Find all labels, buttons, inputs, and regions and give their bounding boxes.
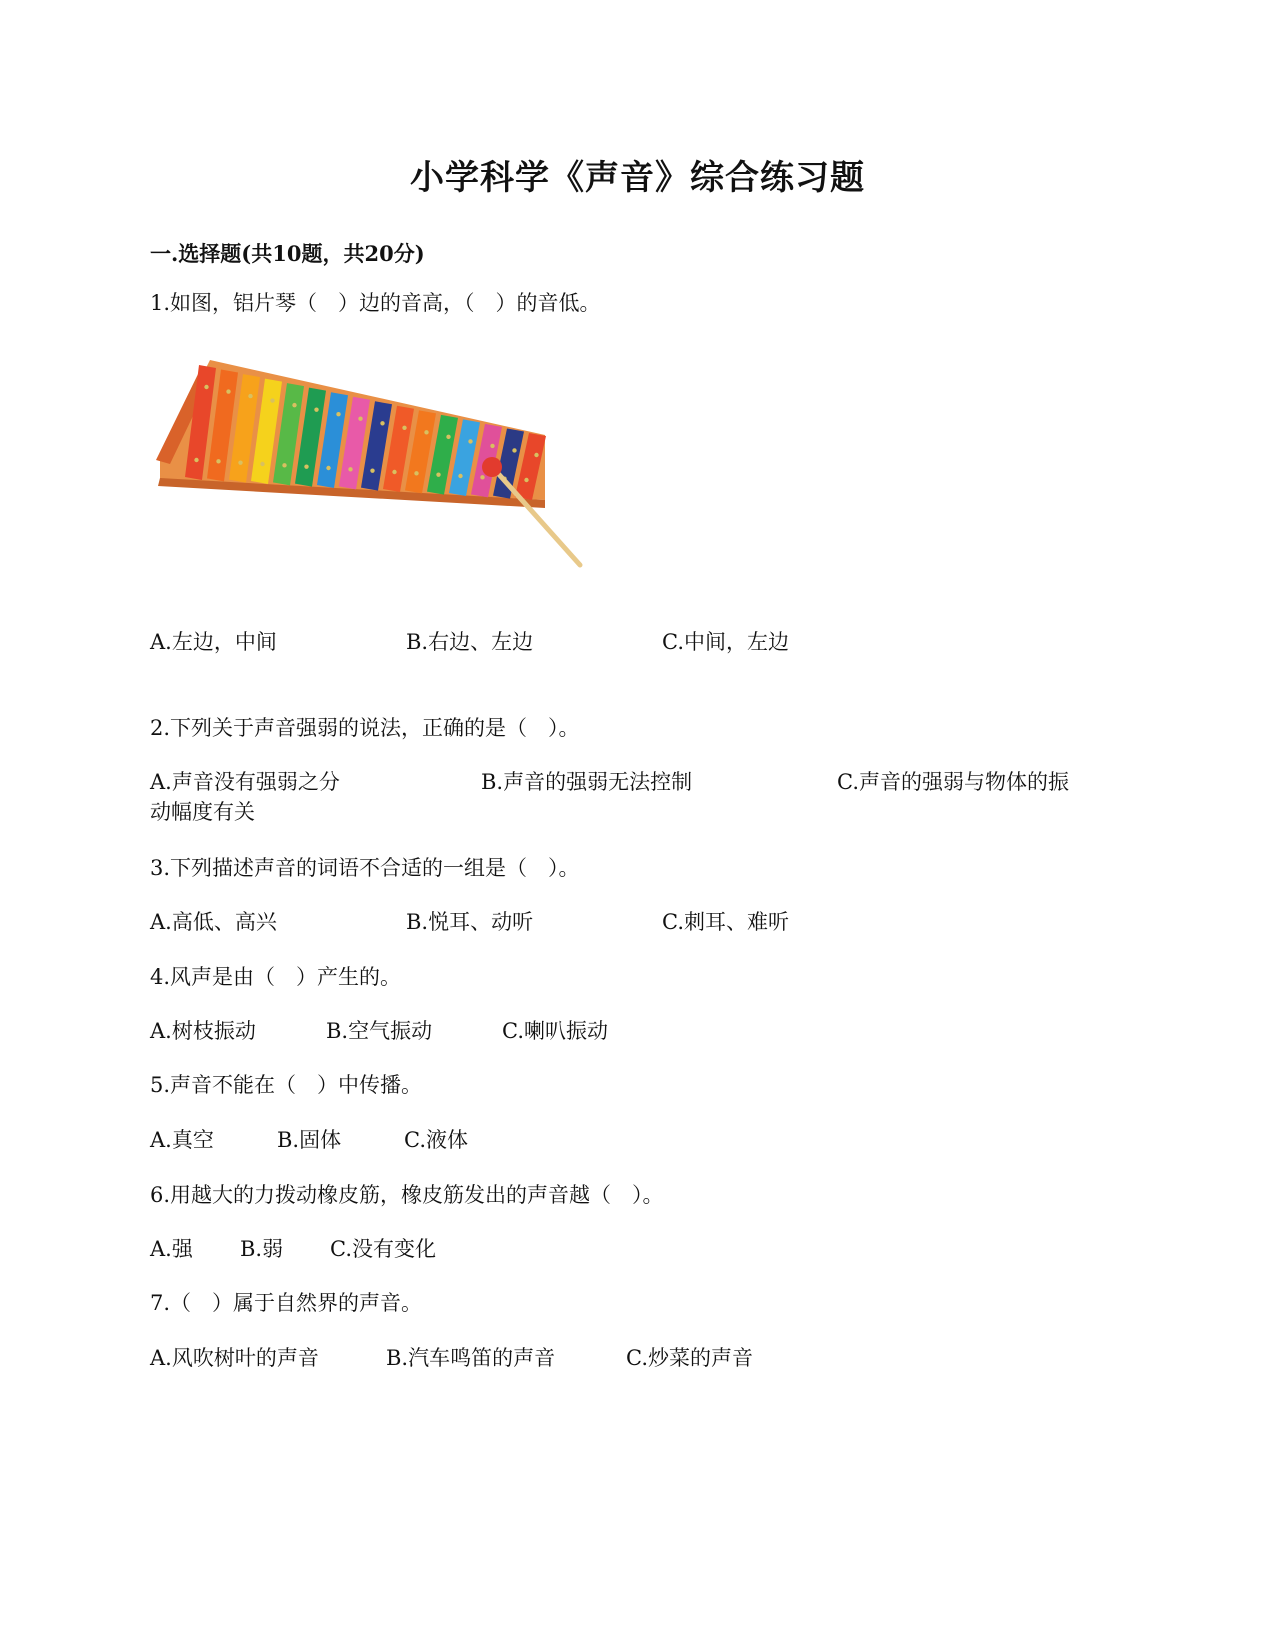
q7-option-b: B.汽车鸣笛的声音	[386, 1346, 556, 1370]
xylophone-rivet	[524, 478, 528, 482]
question-4-stem: 4.风声是由（ ）产生的。	[150, 965, 402, 989]
q5-option-b: B.固体	[277, 1128, 342, 1152]
q3-option-b: B.悦耳、动听	[406, 910, 534, 934]
xylophone-rivet	[204, 385, 208, 389]
xylophone-rivet	[326, 466, 330, 470]
q3-option-a: A.高低、高兴	[150, 910, 277, 934]
xylophone-rivet	[392, 470, 396, 474]
question-1-stem: 1.如图，铝片琴（ ）边的音高，（ ）的音低。	[150, 291, 601, 315]
q6-option-a: A.强	[150, 1237, 193, 1261]
q3-option-c: C.刺耳、难听	[662, 910, 789, 934]
xylophone-rivet	[436, 472, 440, 476]
q5-option-c: C.液体	[404, 1128, 468, 1152]
xylophone-rivet	[216, 459, 220, 463]
xylophone-rivet	[304, 464, 308, 468]
xylophone-rivet	[458, 474, 462, 478]
q7-option-c: C.炒菜的声音	[626, 1346, 753, 1370]
page-title: 小学科学《声音》综合练习题	[410, 158, 865, 198]
question-3-stem: 3.下列描述声音的词语不合适的一组是（ ）。	[150, 856, 580, 880]
xylophone-rivet	[270, 398, 274, 402]
question-5-stem: 5.声音不能在（ ）中传播。	[150, 1073, 423, 1097]
xylophone-rivet	[260, 462, 264, 466]
q2-option-c: C.声音的强弱与物体的振	[837, 770, 1069, 794]
xylophone-rivet	[402, 426, 406, 430]
q6-option-b: B.弱	[240, 1237, 284, 1261]
q2-option-c-continued: 动幅度有关	[150, 800, 255, 824]
question-7-stem: 7.（ ）属于自然界的声音。	[150, 1291, 423, 1315]
question-2-stem: 2.下列关于声音强弱的说法，正确的是（ ）。	[150, 716, 580, 740]
xylophone-rivet	[336, 412, 340, 416]
q2-option-a: A.声音没有强弱之分	[150, 770, 340, 794]
xylophone-rivet	[490, 444, 494, 448]
q5-option-a: A.真空	[150, 1128, 214, 1152]
xylophone-rivet	[226, 389, 230, 393]
q2-option-b: B.声音的强弱无法控制	[481, 770, 693, 794]
xylophone-rivet	[282, 463, 286, 467]
xylophone-rivet	[446, 435, 450, 439]
q1-option-a: A.左边，中间	[150, 630, 277, 654]
xylophone-rivet	[348, 467, 352, 471]
q1-option-b: B.右边、左边	[406, 630, 534, 654]
xylophone-rivet	[314, 407, 318, 411]
xylophone-rivet	[292, 403, 296, 407]
q4-option-b: B.空气振动	[326, 1019, 433, 1043]
q4-option-c: C.喇叭振动	[502, 1019, 608, 1043]
q6-option-c: C.没有变化	[330, 1237, 436, 1261]
q1-option-c: C.中间，左边	[662, 630, 789, 654]
xylophone-rivet	[238, 460, 242, 464]
xylophone-illustration	[150, 360, 620, 600]
xylophone-rivet	[468, 439, 472, 443]
xylophone-rivet	[194, 458, 198, 462]
xylophone-rivet	[358, 417, 362, 421]
xylophone-rivet	[480, 475, 484, 479]
xylophone-rivet	[534, 453, 538, 457]
xylophone-rivet	[370, 468, 374, 472]
xylophone-rivet	[512, 448, 516, 452]
xylophone-rivet	[248, 394, 252, 398]
xylophone-rivet	[424, 430, 428, 434]
xylophone-rivet	[414, 471, 418, 475]
xylophone-rivet	[380, 421, 384, 425]
q7-option-a: A.风吹树叶的声音	[150, 1346, 319, 1370]
question-6-stem: 6.用越大的力拨动橡皮筋，橡皮筋发出的声音越（ ）。	[150, 1183, 664, 1207]
section-header: 一.选择题(共10题，共20分)	[150, 241, 425, 266]
q4-option-a: A.树枝振动	[150, 1019, 256, 1043]
